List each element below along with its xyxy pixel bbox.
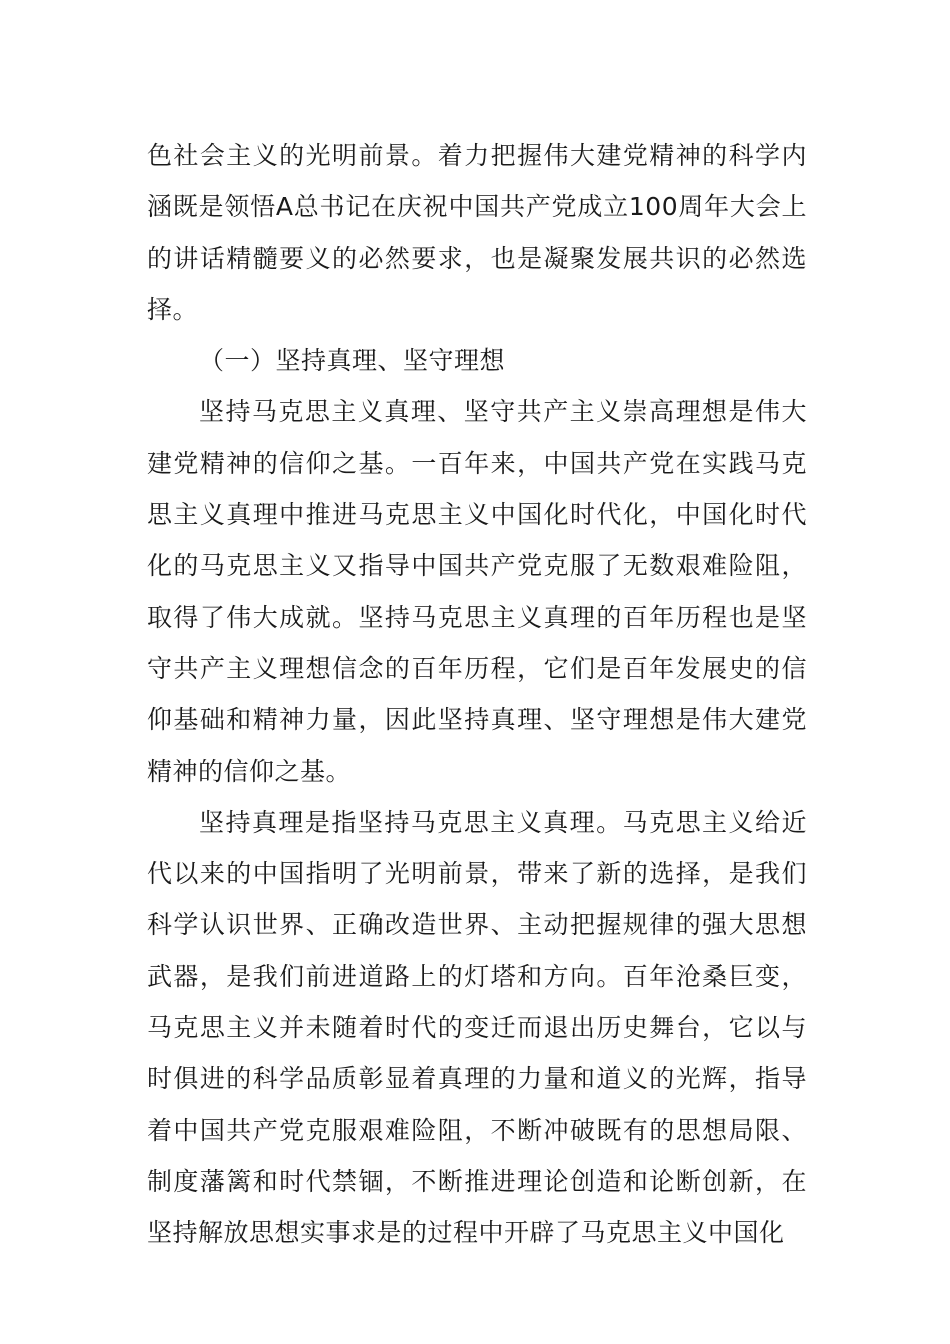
body-paragraph-1: 坚持马克思主义真理、坚守共产主义崇高理想是伟大建党精神的信仰之基。一百年来，中国共产党在实践马克思主义真理中推进马克思主义中国化时代化，中国化时代化的马克思主义又指导中国共产党克服了无数艰难险阻，取得了伟大成就。坚持马克思主义真理的百年历程也是坚守共产主义理想信念的百年历程，它们是百年发展史的信仰基础和精神力量，因此坚持真理、坚守理想是伟大建党精神的信仰之基。 [147, 397, 807, 786]
section-heading: （一）坚持真理、坚守理想 [199, 346, 506, 376]
document-body [147, 130, 807, 1259]
body-paragraph-2: 坚持真理是指坚持马克思主义真理。马克思主义给近代以来的中国指明了光明前景，带来了新的选择，是我们科学认识世界、正确改造世界、主动把握规律的强大思想武器，是我们前进道路上的灯塔和方向。百年沧桑巨变，马克思主义并未随着时代的变迁而退出历史舞台，它以与时俱进的科学品质彰显着真理的力量和道义的光辉，指导着中国共产党克服艰难险阻，不断冲破既有的思想局限、制度藩篱和时代禁锢，不断推进理论创造和论断创新，在坚持解放思想实事求是的过程中开辟了马克思主义中国化 [147, 807, 807, 1248]
continuation-paragraph: 色社会主义的光明前景。着力把握伟大建党精神的科学内涵既是领悟A总书记在庆祝中国共产党成立100周年大会上的讲话精髓要义的必然要求，也是凝聚发展共识的必然选择。 [147, 141, 807, 324]
